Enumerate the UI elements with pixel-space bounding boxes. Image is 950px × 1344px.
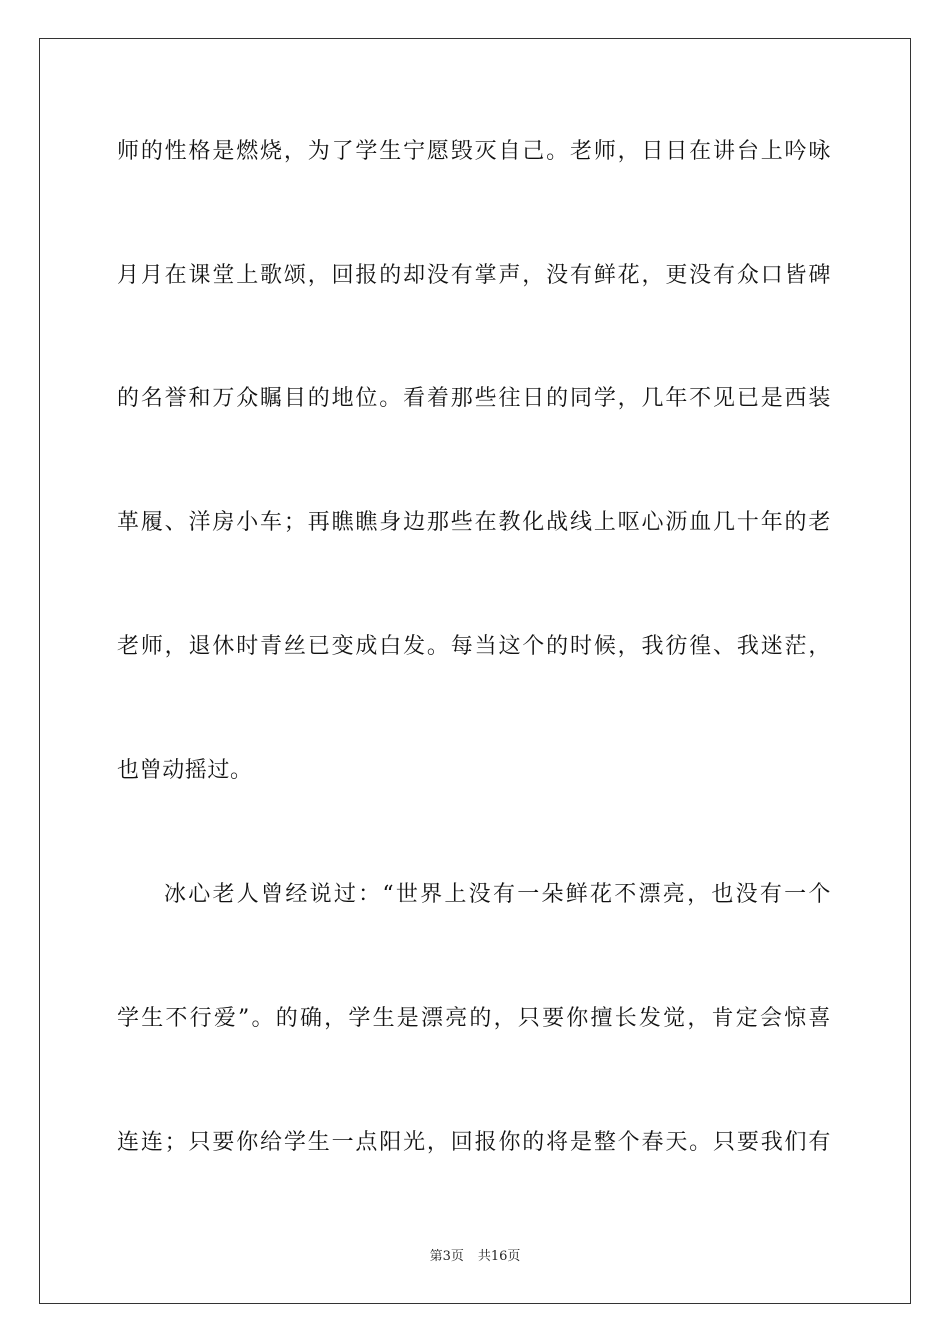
text-line-2: 月月在课堂上歌颂，回报的却没有掌声，没有鲜花，更没有众口皆碑 — [117, 263, 831, 288]
page-footer — [0, 1248, 950, 1266]
text-line-5: 老师，退休时青丝已变成白发。每当这个的时候，我彷徨、我迷茫， — [117, 634, 831, 659]
text-line-8: 学生不行爱”。的确，学生是漂亮的，只要你擅长发觉，肯定会惊喜 — [117, 1006, 831, 1031]
page-number-current: 第3页 — [429, 1249, 464, 1264]
text-line-7: 冰心老人曾经说过：“世界上没有一朵鲜花不漂亮，也没有一个 — [164, 882, 831, 907]
text-line-4: 革履、洋房小车；再瞧瞧身边那些在教化战线上呕心沥血几十年的老 — [117, 510, 831, 535]
text-line-3: 的名誉和万众瞩目的地位。看着那些往日的同学，几年不见已是西装 — [117, 386, 831, 411]
text-line-6: 也曾动摇过。 — [117, 758, 253, 783]
text-line-9: 连连；只要你给学生一点阳光，回报你的将是整个春天。只要我们有 — [117, 1130, 831, 1155]
text-line-1: 师的性格是燃烧，为了学生宁愿毁灭自己。老师，日日在讲台上吟咏 — [117, 139, 831, 164]
page-number-total: 共16页 — [477, 1249, 521, 1264]
page-border — [39, 38, 911, 1304]
